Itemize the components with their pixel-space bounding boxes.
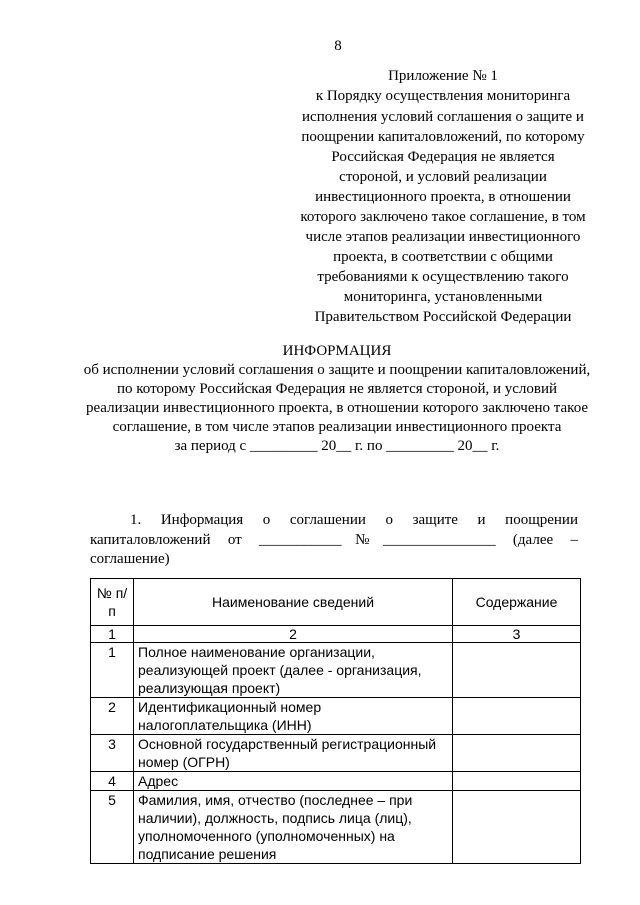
row-num: 5 [91,791,134,864]
header-num: № п/п [91,579,134,626]
row-content[interactable] [453,643,581,698]
section-1-heading: 1. Информация о соглашении о защите и поощрении капиталовложений от ___________№_______________ (далее – соглашение) [90,512,578,567]
column-index-1: 1 [91,626,134,643]
table-header-row [91,579,581,626]
appendix-block [300,66,586,328]
table-row [91,698,581,735]
column-index-row [91,626,581,643]
header-name: Наименование сведений [134,579,453,626]
page-number: 8 [334,38,342,54]
appendix-body: к Порядку осуществления мониторинга исполнения условий соглашения о защите и поощрении капиталовложений, по которому Российская Федерация не является стороной, и условий реализации инвестиционного проекта, в отношении которого заключено такое соглашение, в том числе этапов реализации инвестиционного проекта, в соответствии с общими требованиями к осуществлению такого мониторинга, установленными Правительством Российской Федерации [300,88,586,326]
info-block [82,342,592,456]
row-name: Основной государственный регистрационный номер (ОГРН) [134,735,453,772]
column-index-3: 3 [453,626,581,643]
row-num: 4 [91,772,134,791]
table-row [91,735,581,772]
row-num: 2 [91,698,134,735]
row-num: 3 [91,735,134,772]
row-content[interactable] [453,791,581,864]
document-title: ИНФОРМАЦИЯ [282,343,392,359]
reporting-period: за период с _________ 20__ г. по _________ 20__ г. [174,438,500,454]
header-content: Содержание [453,579,581,626]
row-name: Адрес [134,772,453,791]
row-content[interactable] [453,772,581,791]
table-row [91,791,581,864]
table-row [91,772,581,791]
row-name: Идентификационный номер налогоплательщика (ИНН) [134,698,453,735]
document-subtitle: об исполнении условий соглашения о защите и поощрении капиталовложений, по которому Российская Федерация не является стороной, и условий реализации инвестиционного проекта, в отношении которого заключено такое соглашение, в том числе этапов реализации инвестиционного проекта [83,362,591,435]
row-content[interactable] [453,735,581,772]
info-table [90,578,581,864]
row-num: 1 [91,643,134,698]
row-name: Фамилия, имя, отчество (последнее – при наличии), должность, подпись лица (лиц), уполномоченного (уполномоченных) на подписание решения [134,791,453,864]
column-index-2: 2 [134,626,453,643]
row-name: Полное наименование организации, реализующей проект (далее - организация, реализующая проект) [134,643,453,698]
table-row [91,643,581,698]
row-content[interactable] [453,698,581,735]
appendix-title: Приложение № 1 [388,68,498,84]
